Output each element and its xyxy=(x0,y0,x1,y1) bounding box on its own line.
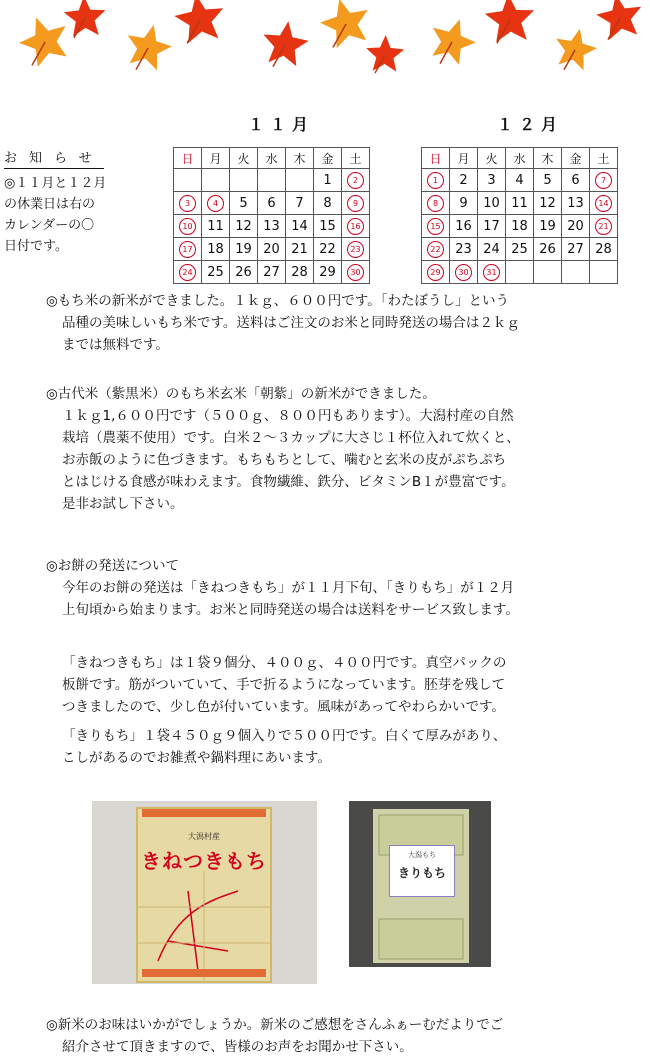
day-number: 9 xyxy=(459,195,468,211)
calendar-day xyxy=(590,169,618,192)
calendar-day xyxy=(478,238,506,261)
kodaimai-section xyxy=(46,383,646,515)
maple-leaf-icon xyxy=(424,12,481,68)
day-number: 12 xyxy=(235,218,252,234)
text-line: 紹介させて頂きますので、皆様のお声をお聞かせ下さい。 xyxy=(62,1039,413,1055)
day-number: 8 xyxy=(323,195,332,211)
weekday-header: 月 xyxy=(450,148,478,169)
calendar-day xyxy=(202,261,230,284)
closing-section xyxy=(46,1014,646,1058)
day-number: 11 xyxy=(511,195,528,211)
day-number: 20 xyxy=(263,241,280,257)
holiday-day-number: 10 xyxy=(179,218,196,235)
day-number: 6 xyxy=(571,172,580,188)
calendar-day xyxy=(590,192,618,215)
calendar-day xyxy=(342,169,370,192)
calendar-day xyxy=(202,238,230,261)
calendar-day xyxy=(202,215,230,238)
text-line: ◎もち米の新米ができました。１ｋｇ、６００円です。「わたぼうし」という xyxy=(46,293,509,309)
day-number: 12 xyxy=(539,195,556,211)
weekday-header: 木 xyxy=(534,148,562,169)
calendar-day xyxy=(314,215,342,238)
calendar-day xyxy=(422,215,450,238)
november-calendar xyxy=(173,147,370,284)
calendar-day xyxy=(342,192,370,215)
calendar-day xyxy=(422,261,450,284)
calendar-day xyxy=(450,215,478,238)
mochi-shipping-section xyxy=(46,555,646,621)
calendar-day xyxy=(562,192,590,215)
calendar-day xyxy=(506,215,534,238)
notice-line: ◎１１月と１２月 xyxy=(4,176,107,191)
kirimochi-photo xyxy=(349,801,491,967)
day-number: 4 xyxy=(515,172,524,188)
holiday-day-number: 30 xyxy=(347,264,364,281)
day-number: 25 xyxy=(511,241,528,257)
december-calendar xyxy=(421,147,618,284)
day-number: 27 xyxy=(263,264,280,280)
holiday-day-number: 2 xyxy=(347,172,364,189)
text-line: までは無料です。 xyxy=(62,337,169,353)
calendar-day xyxy=(534,215,562,238)
text-line: １ｋｇ1,６００円です（５００ｇ、８００円もあります）。大潟村産の自然 xyxy=(62,408,514,424)
new-mochi-rice-section xyxy=(46,290,646,356)
text-line: つきましたので、少し色が付いています。風味があってやわらかいです。 xyxy=(62,699,505,715)
calendar-day xyxy=(202,169,230,192)
holiday-day-number: 8 xyxy=(427,195,444,212)
day-number: 17 xyxy=(483,218,500,234)
kirimochi-section xyxy=(46,725,646,769)
text-line: ◎お餅の発送について xyxy=(46,558,180,574)
day-number: 21 xyxy=(291,241,308,257)
text-line: 是非お試し下さい。 xyxy=(62,496,184,512)
calendar-day xyxy=(450,261,478,284)
day-number: 20 xyxy=(567,218,584,234)
calendar-day xyxy=(422,169,450,192)
calendar-day xyxy=(562,169,590,192)
day-number: 18 xyxy=(207,241,224,257)
calendar-day xyxy=(286,261,314,284)
calendar-day xyxy=(314,192,342,215)
weekday-header: 木 xyxy=(286,148,314,169)
text-line: ◎古代米（紫黒米）のもち米玄米「朝紫」の新米ができました。 xyxy=(46,386,436,402)
calendar-day xyxy=(478,169,506,192)
day-number: 5 xyxy=(239,195,248,211)
day-number: 2 xyxy=(459,172,468,188)
label-maker: 大潟もち xyxy=(408,851,436,859)
holiday-day-number: 29 xyxy=(427,264,444,281)
day-number: 25 xyxy=(207,264,224,280)
day-number: 3 xyxy=(487,172,496,188)
holiday-day-number: 7 xyxy=(595,172,612,189)
calendar-day xyxy=(506,261,534,284)
calendar-day xyxy=(286,215,314,238)
calendar-day xyxy=(258,238,286,261)
calendar-day xyxy=(422,192,450,215)
calendar-day xyxy=(174,261,202,284)
calendar-day xyxy=(258,169,286,192)
notice-line: 日付です。 xyxy=(4,239,68,254)
calendar-day xyxy=(534,261,562,284)
calendar-day xyxy=(258,215,286,238)
calendar-day xyxy=(562,238,590,261)
calendar-day xyxy=(314,169,342,192)
calendar-day xyxy=(342,215,370,238)
text-line: 今年のお餅の発送は「きねつきもち」が１１月下旬、「きりもち」が１２月 xyxy=(62,580,515,596)
calendar-day xyxy=(478,215,506,238)
holiday-day-number: 9 xyxy=(347,195,364,212)
calendar-day xyxy=(314,261,342,284)
calendar-day xyxy=(342,238,370,261)
calendar-day xyxy=(286,192,314,215)
weekday-header: 月 xyxy=(202,148,230,169)
calendar-day xyxy=(562,215,590,238)
calendar-day xyxy=(286,169,314,192)
calendar-day xyxy=(506,169,534,192)
maple-leaf-icon xyxy=(172,0,228,45)
day-number: 28 xyxy=(291,264,308,280)
day-number: 22 xyxy=(319,241,336,257)
calendar-day xyxy=(478,192,506,215)
package-band xyxy=(142,809,266,817)
maple-leaf-icon xyxy=(121,19,176,72)
day-number: 24 xyxy=(483,241,500,257)
holiday-day-number: 31 xyxy=(483,264,500,281)
calendar-day xyxy=(174,192,202,215)
calendar-day xyxy=(230,238,258,261)
day-number: 16 xyxy=(455,218,472,234)
calendar-day xyxy=(450,192,478,215)
day-number: 13 xyxy=(567,195,584,211)
holiday-day-number: 24 xyxy=(179,264,196,281)
calendar-day xyxy=(590,238,618,261)
calendar-day xyxy=(286,238,314,261)
december-title: １２月 xyxy=(497,115,564,134)
text-line: 板餅です。筋がついていて、手で折るようになっています。胚芽を残して xyxy=(62,677,506,693)
package-product-name: きねつきもち xyxy=(141,849,267,873)
day-number: 29 xyxy=(319,264,336,280)
day-number: 26 xyxy=(539,241,556,257)
holiday-day-number: 23 xyxy=(347,241,364,258)
weekday-header: 水 xyxy=(506,148,534,169)
weekday-header: 土 xyxy=(590,148,618,169)
text-line: こしがあるのでお雑煮や鍋料理にあいます。 xyxy=(62,750,331,766)
holiday-day-number: 21 xyxy=(595,218,612,235)
calendar-day xyxy=(534,192,562,215)
day-number: 7 xyxy=(295,195,304,211)
calendar-day xyxy=(174,238,202,261)
notice-heading: お知らせ xyxy=(4,150,104,169)
calendar-day xyxy=(230,261,258,284)
calendar-day xyxy=(258,261,286,284)
label-product-name: きりもち xyxy=(397,866,446,880)
day-number: 26 xyxy=(235,264,252,280)
text-line: 「きりもち」１袋４５０ｇ９個入りで５００円です。白くて厚みがあり、 xyxy=(62,728,507,744)
day-number: 19 xyxy=(235,241,252,257)
holiday-day-number: 30 xyxy=(455,264,472,281)
text-line: 栽培（農薬不使用）です。白米２～３カップに大さじ１杯位入れて炊くと、 xyxy=(62,430,520,446)
text-line: お赤飯のように色づきます。もちもちとして、噛むと玄米の皮がぷちぷち xyxy=(62,452,507,468)
holiday-day-number: 15 xyxy=(427,218,444,235)
day-number: 6 xyxy=(267,195,276,211)
text-line: 上旬頃から始まります。お米と同時発送の場合は送料をサービス致します。 xyxy=(62,602,519,618)
calendar-day xyxy=(590,215,618,238)
day-number: 10 xyxy=(483,195,500,211)
text-line: とはじける食感が味わえます。食物繊維、鉄分、ビタミンB１が豊富です。 xyxy=(62,474,515,490)
weekday-header: 土 xyxy=(342,148,370,169)
notice-line: の休業日は右の xyxy=(4,197,96,212)
calendar-day xyxy=(534,169,562,192)
weekday-header: 金 xyxy=(562,148,590,169)
holiday-day-number: 22 xyxy=(427,241,444,258)
calendar-day xyxy=(258,192,286,215)
kinetsuki-mochi-photo xyxy=(92,801,317,984)
weekday-header: 金 xyxy=(314,148,342,169)
maple-leaf-icon xyxy=(13,9,75,70)
november-title: １１月 xyxy=(248,115,315,134)
package-illustration xyxy=(138,871,270,981)
maple-leaf-icon xyxy=(260,18,311,67)
day-number: 13 xyxy=(263,218,280,234)
kirimochi-label xyxy=(389,845,455,897)
calendar-day xyxy=(174,169,202,192)
notice-box xyxy=(4,148,154,257)
calendar-day xyxy=(230,215,258,238)
calendar-day xyxy=(506,238,534,261)
day-number: 1 xyxy=(323,172,332,188)
calendar-day xyxy=(230,169,258,192)
text-line: 品種の美味しいもち米です。送料はご注文のお米と同時発送の場合は２ｋｇ xyxy=(62,315,520,331)
package-maker-label: 大潟村産 xyxy=(188,832,220,841)
text-line: 「きねつきもち」は１袋９個分、４００ｇ、４００円です。真空パックの xyxy=(62,655,507,671)
calendar-day xyxy=(450,169,478,192)
day-number: 23 xyxy=(455,241,472,257)
weekday-header: 火 xyxy=(230,148,258,169)
notice-line: カレンダーの〇 xyxy=(4,218,95,233)
day-number: 28 xyxy=(595,241,612,257)
day-number: 27 xyxy=(567,241,584,257)
calendar-day xyxy=(314,238,342,261)
holiday-day-number: 17 xyxy=(179,241,196,258)
day-number: 14 xyxy=(291,218,308,234)
day-number: 5 xyxy=(543,172,552,188)
maple-leaves-banner xyxy=(0,0,650,100)
calendar-day xyxy=(230,192,258,215)
calendar-day xyxy=(478,261,506,284)
weekday-header: 火 xyxy=(478,148,506,169)
kinetsuki-mochi-section xyxy=(46,652,646,718)
text-line: ◎新米のお味はいかがでしょうか。新米のご感想をさんふぁーむだよりでご xyxy=(46,1017,504,1033)
package-band xyxy=(142,969,266,977)
day-number: 19 xyxy=(539,218,556,234)
calendar-day xyxy=(422,238,450,261)
calendar-day xyxy=(202,192,230,215)
maple-leaf-icon xyxy=(365,34,404,72)
holiday-day-number: 14 xyxy=(595,195,612,212)
calendar-day xyxy=(506,192,534,215)
maple-leaf-icon xyxy=(593,0,645,41)
calendar-day xyxy=(590,261,618,284)
holiday-day-number: 16 xyxy=(347,218,364,235)
holiday-day-number: 4 xyxy=(207,195,224,212)
holiday-day-number: 1 xyxy=(427,172,444,189)
maple-leaf-icon xyxy=(551,24,601,72)
holiday-day-number: 3 xyxy=(179,195,196,212)
weekday-header: 日 xyxy=(174,148,202,169)
day-number: 15 xyxy=(319,218,336,234)
weekday-header: 水 xyxy=(258,148,286,169)
calendar-day xyxy=(342,261,370,284)
weekday-header: 日 xyxy=(422,148,450,169)
calendar-day xyxy=(534,238,562,261)
day-number: 18 xyxy=(511,218,528,234)
calendar-day xyxy=(562,261,590,284)
kinetsuki-mochi-package xyxy=(136,807,272,983)
day-number: 11 xyxy=(207,218,224,234)
calendar-day xyxy=(450,238,478,261)
calendar-day xyxy=(174,215,202,238)
